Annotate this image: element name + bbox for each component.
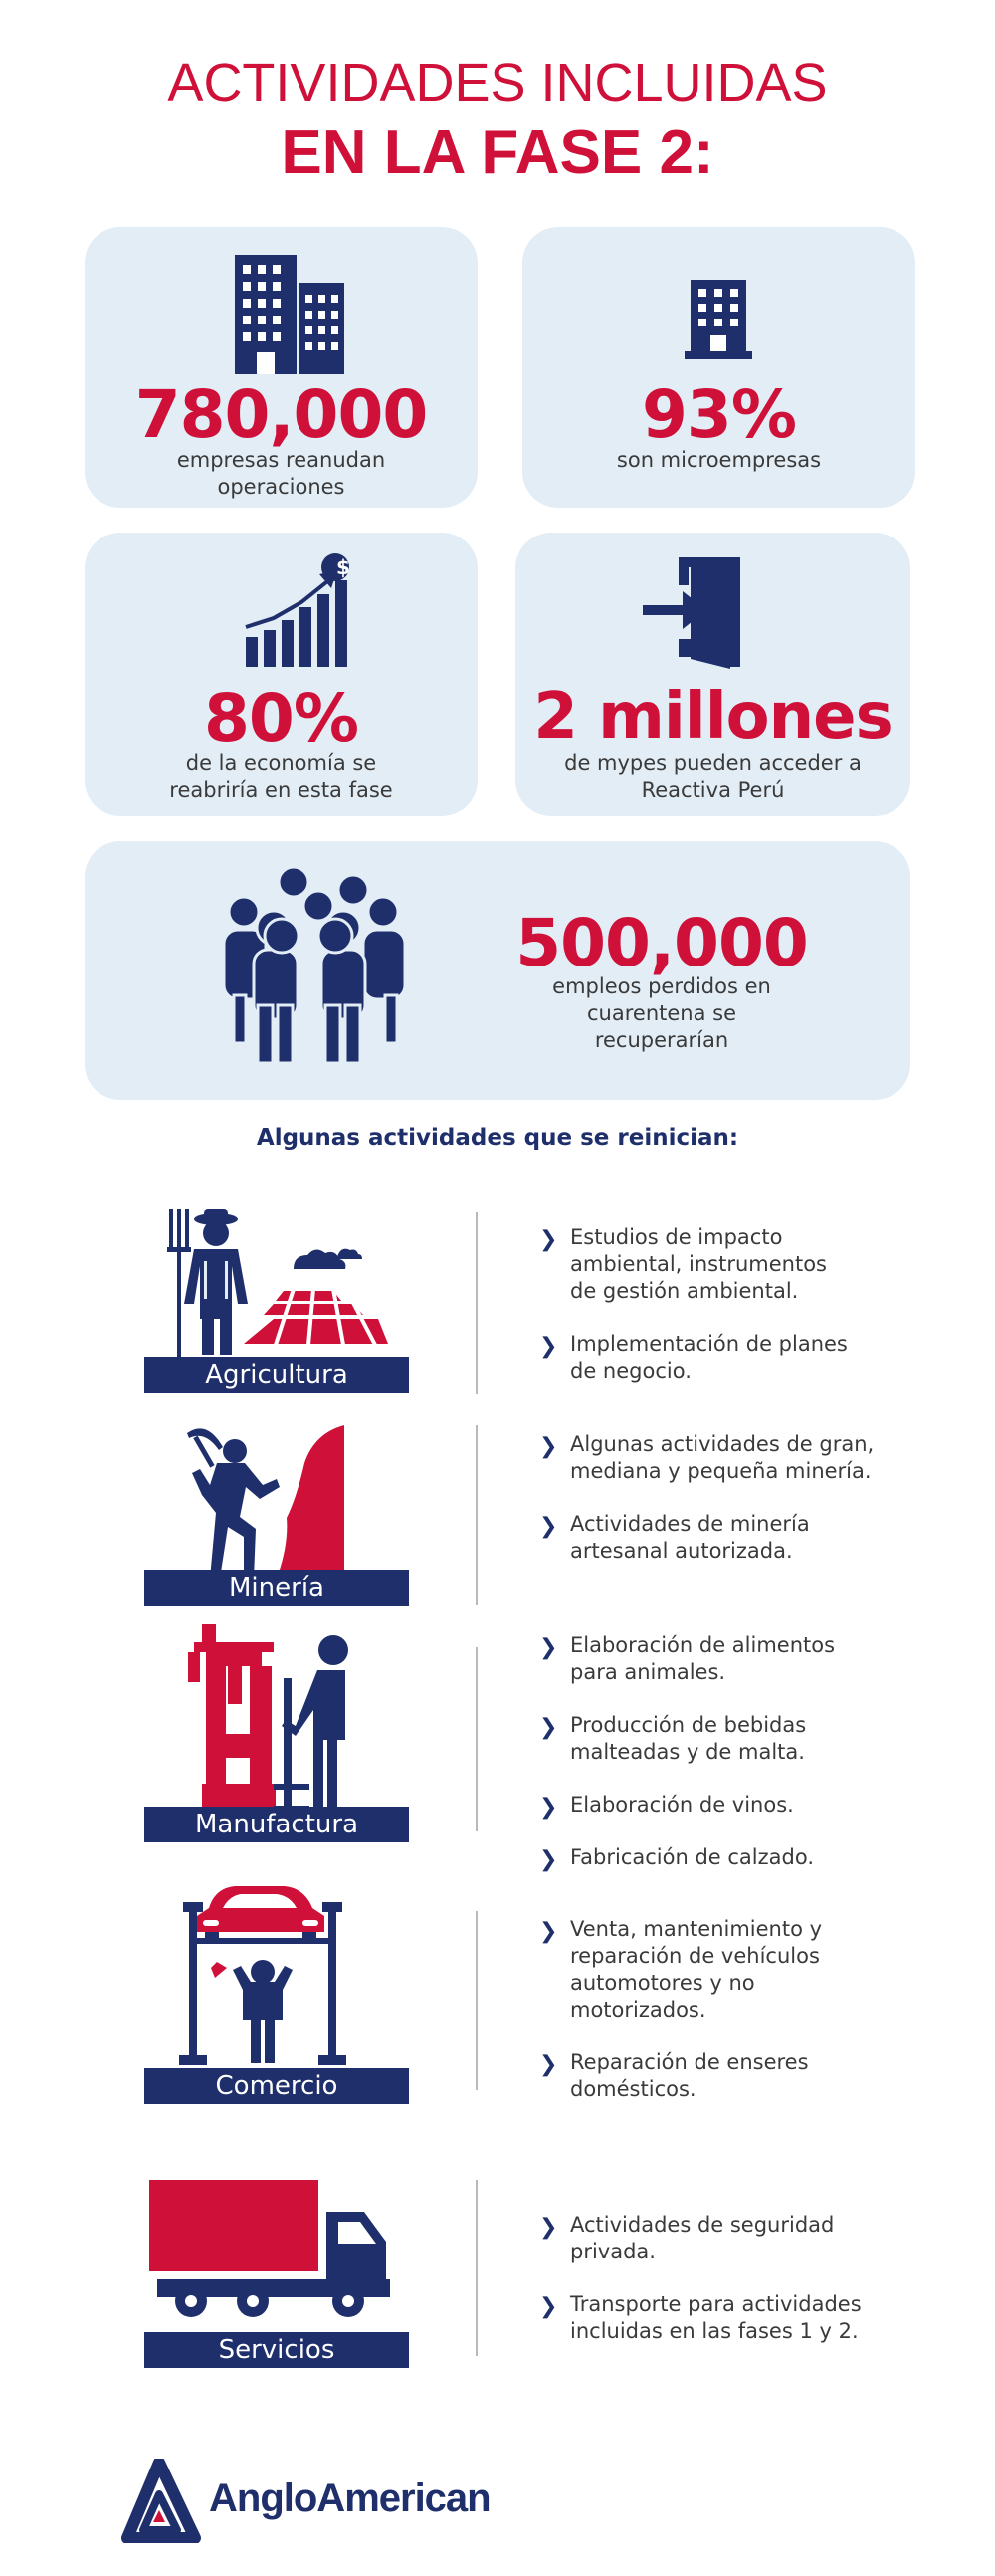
list-item bbox=[537, 1431, 975, 1485]
small-building-icon bbox=[685, 280, 752, 359]
bullet-list bbox=[537, 1632, 975, 1871]
title-line-1: ACTIVIDADES INCLUIDAS bbox=[167, 53, 828, 112]
list-item-line: privada. bbox=[570, 2240, 656, 2263]
stat-value: 780,000 bbox=[134, 376, 428, 453]
stat-desc-line-3: recuperarían bbox=[594, 1028, 729, 1052]
stat-desc-line-1: empresas reanudan bbox=[176, 448, 386, 472]
list-item-line: Elaboración de vinos. bbox=[570, 1793, 794, 1817]
stat-value: 500,000 bbox=[515, 905, 808, 981]
list-item-line: Fabricación de calzado. bbox=[570, 1845, 814, 1869]
bullet-list bbox=[537, 1916, 975, 2103]
list-item-line: malteadas y de malta. bbox=[570, 1740, 805, 1764]
chevron-right-icon: ❯ bbox=[539, 2294, 558, 2319]
list-item-line: artesanal autorizada. bbox=[570, 1539, 793, 1563]
list-item-line: mediana y pequeña minería. bbox=[570, 1459, 872, 1483]
list-item bbox=[537, 1331, 975, 1385]
list-item-line: de negocio. bbox=[570, 1359, 692, 1383]
list-item bbox=[537, 1224, 975, 1305]
list-item-line: Venta, mantenimiento y bbox=[570, 1917, 823, 1941]
stat-desc-line-2: cuarentena se bbox=[587, 1001, 736, 1025]
list-item-line: para animales. bbox=[570, 1660, 726, 1684]
list-item bbox=[537, 2212, 975, 2265]
list-item-line: automotores y no bbox=[570, 1971, 755, 1995]
bullet-list bbox=[537, 1431, 975, 1565]
chevron-right-icon: ❯ bbox=[539, 2215, 558, 2240]
people-group-icon bbox=[214, 866, 423, 1065]
sector-label: Agricultura bbox=[144, 1357, 409, 1393]
list-item-line: domésticos. bbox=[570, 2077, 696, 2101]
sector-label: Comercio bbox=[144, 2068, 409, 2104]
list-item-line: Actividades de seguridad bbox=[570, 2213, 835, 2237]
bullet-list bbox=[537, 1224, 975, 1385]
door-enter-icon bbox=[643, 557, 742, 672]
stat-value: 93% bbox=[642, 376, 796, 453]
stat-desc-line-2: Reactiva Perú bbox=[641, 778, 785, 802]
car-lift-icon bbox=[179, 1886, 358, 2070]
anglo-american-logo-text: AngloAmerican bbox=[209, 2476, 491, 2520]
stat-card-empresas bbox=[85, 227, 478, 508]
dollar-sign: $ bbox=[336, 555, 350, 579]
stat-value: 80% bbox=[204, 680, 358, 756]
chevron-right-icon: ❯ bbox=[539, 1434, 558, 1459]
stat-desc-line-1: de la economía se bbox=[185, 751, 377, 775]
sector-label: Servicios bbox=[144, 2332, 409, 2368]
stat-card-economia bbox=[85, 533, 478, 816]
list-item-line: Producción de bebidas bbox=[570, 1713, 807, 1737]
title-line-2: EN LA FASE 2: bbox=[281, 118, 714, 187]
divider-line bbox=[476, 1425, 478, 1605]
stat-card-mypes bbox=[515, 533, 910, 816]
stat-card-empleos bbox=[85, 841, 910, 1100]
factory-machine-icon bbox=[174, 1624, 363, 1814]
stat-value: 2 millones bbox=[533, 680, 893, 753]
chevron-right-icon: ❯ bbox=[539, 1514, 558, 1539]
chevron-right-icon: ❯ bbox=[539, 1334, 558, 1359]
list-item-line: Elaboración de alimentos bbox=[570, 1633, 836, 1657]
list-item-line: reparación de vehículos bbox=[570, 1944, 820, 1968]
activities-subheading: Algunas actividades que se reinician: bbox=[256, 1125, 739, 1151]
truck-icon bbox=[149, 2180, 398, 2324]
stat-desc-line-1: de mypes pueden acceder a bbox=[564, 751, 862, 775]
list-item bbox=[537, 1511, 975, 1565]
list-item-line: Transporte para actividades bbox=[570, 2292, 862, 2316]
list-item bbox=[537, 1792, 975, 1819]
anglo-american-logo-icon bbox=[117, 2459, 202, 2543]
list-item bbox=[537, 1712, 975, 1766]
list-item bbox=[537, 1632, 975, 1686]
miner-icon bbox=[187, 1423, 346, 1573]
list-item bbox=[537, 2291, 975, 2345]
list-item-line: Estudios de impacto bbox=[570, 1225, 783, 1249]
farmer-icon bbox=[164, 1209, 388, 1359]
chevron-right-icon: ❯ bbox=[539, 1635, 558, 1660]
stat-card-microempresas bbox=[522, 227, 915, 508]
sector-label: Manufactura bbox=[144, 1807, 409, 1842]
stat-desc-line-2: reabriría en esta fase bbox=[169, 778, 393, 802]
buildings-icon bbox=[235, 255, 344, 374]
chevron-right-icon: ❯ bbox=[539, 1227, 558, 1252]
list-item-line: motorizados. bbox=[570, 1998, 706, 2022]
list-item bbox=[537, 2049, 975, 2103]
list-item-line: Reparación de enseres bbox=[570, 2050, 809, 2074]
list-item-line: Implementación de planes bbox=[570, 1332, 848, 1356]
list-item-line: Algunas actividades de gran, bbox=[570, 1432, 875, 1456]
stat-desc-line-1: son microempresas bbox=[616, 448, 822, 472]
list-item-line: ambiental, instrumentos bbox=[570, 1252, 827, 1276]
divider-line bbox=[476, 1647, 478, 1831]
chevron-right-icon: ❯ bbox=[539, 2052, 558, 2077]
divider-line bbox=[476, 1911, 478, 2090]
divider-line bbox=[476, 1212, 478, 1394]
list-item-line: de gestión ambiental. bbox=[570, 1279, 799, 1303]
chevron-right-icon: ❯ bbox=[539, 1847, 558, 1872]
list-item bbox=[537, 1916, 975, 2024]
bullet-list bbox=[537, 2212, 975, 2345]
chevron-right-icon: ❯ bbox=[539, 1715, 558, 1740]
divider-line bbox=[476, 2180, 478, 2356]
list-item-line: incluidas en las fases 1 y 2. bbox=[570, 2319, 859, 2343]
list-item bbox=[537, 1844, 975, 1871]
stat-desc-line-1: empleos perdidos en bbox=[552, 974, 771, 998]
chevron-right-icon: ❯ bbox=[539, 1919, 558, 1944]
stat-desc-line-2: operaciones bbox=[217, 475, 345, 499]
list-item-line: Actividades de minería bbox=[570, 1512, 810, 1536]
sector-label: Minería bbox=[144, 1570, 409, 1606]
chevron-right-icon: ❯ bbox=[539, 1795, 558, 1820]
